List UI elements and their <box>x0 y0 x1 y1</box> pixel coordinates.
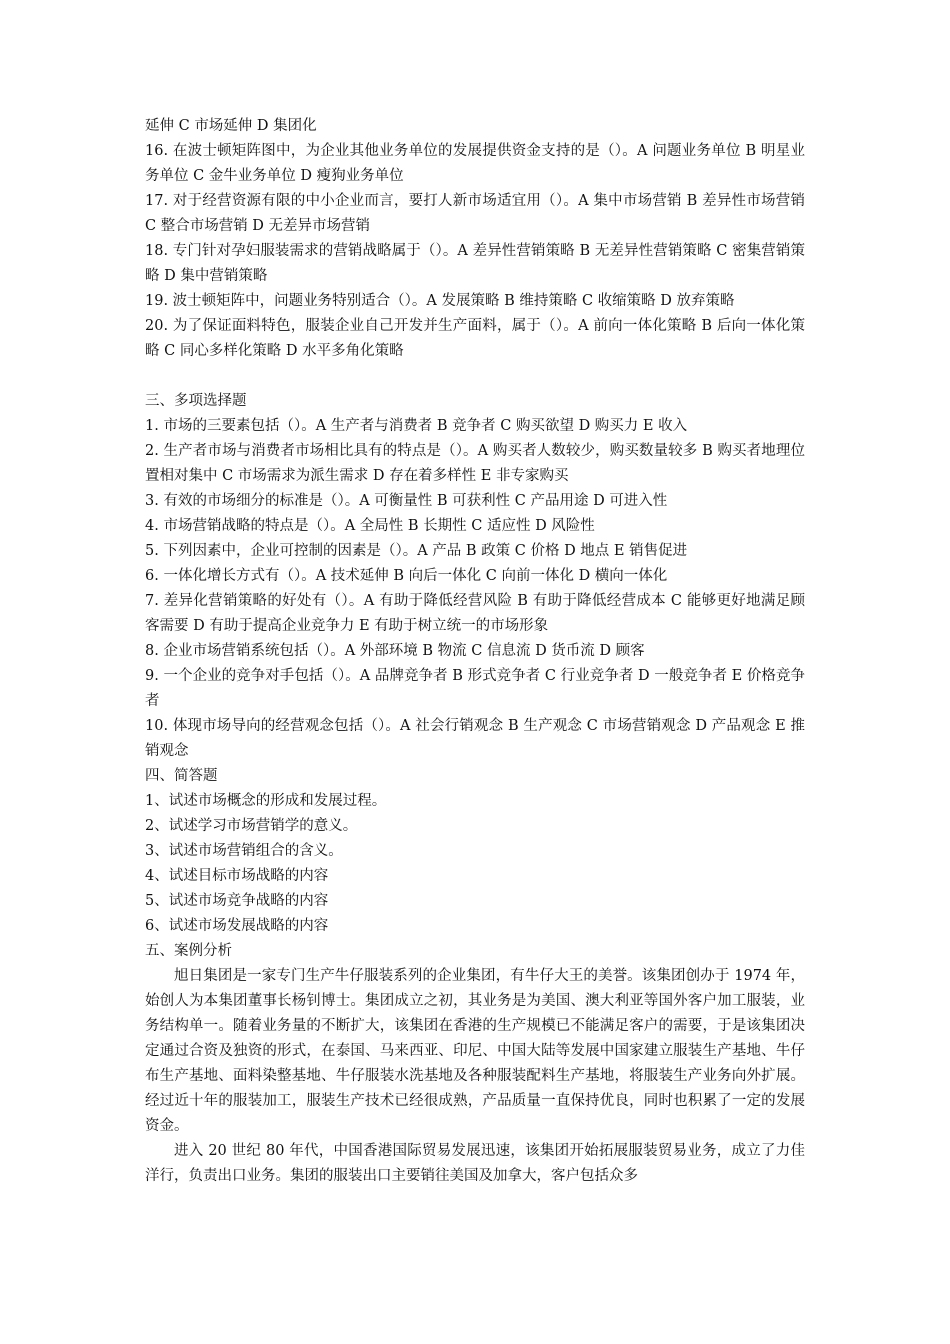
section-heading-multiple-choice: 三、多项选择题 <box>145 393 247 409</box>
short-answer-4: 4、试述目标市场战略的内容 <box>145 868 329 884</box>
short-answer-5: 5、试述市场竞争战略的内容 <box>145 893 329 909</box>
question-17: 17. 对于经营资源有限的中小企业而言，要打人新市场适宜用（）。A 集中市场营销 B 差异性市场营销 C 整合市场营销 D 无差异市场营销 <box>145 193 805 234</box>
multi-question-8: 8. 企业市场营销系统包括（）。A 外部环境 B 物流 C 信息流 D 货币流 D 顾客 <box>145 643 645 659</box>
question-18: 18. 专门针对孕妇服装需求的营销战略属于（）。A 差异性营销策略 B 无差异性营销策略 C 密集营销策略 D 集中营销策略 <box>145 243 805 284</box>
multi-question-2: 2. 生产者市场与消费者市场相比具有的特点是（）。A 购买者人数较少，购买数量较多 B 购买者地理位置相对集中 C 市场需求为派生需求 D 存在着多样性 E 非专家购买 <box>145 443 805 484</box>
question-20: 20. 为了保证面料特色，服装企业自己开发并生产面料，属于（）。A 前向一体化策略 B 后向一体化策略 C 同心多样化策略 D 水平多角化策略 <box>145 318 805 359</box>
case-paragraph-2: 进入 20 世纪 80 年代，中国香港国际贸易发展迅速，该集团开始拓展服装贸易业务，成立了力佳洋行，负责出口业务。集团的服装出口主要销往美国及加拿大，客户包括众多 <box>145 1143 805 1184</box>
multi-question-9: 9. 一个企业的竞争对手包括（）。A 品牌竞争者 B 形式竞争者 C 行业竞争者 D 一般竞争者 E 价格竞争者 <box>145 668 805 709</box>
intro-tail-line: 延伸 C 市场延伸 D 集团化 <box>145 118 317 134</box>
multi-question-10: 10. 体现市场导向的经营观念包括（）。A 社会行销观念 B 生产观念 C 市场营销观念 D 产品观念 E 推销观念 <box>145 718 805 759</box>
multi-question-6: 6. 一体化增长方式有（）。A 技术延伸 B 向后一体化 C 向前一体化 D 横向一体化 <box>145 568 668 584</box>
section-heading-case-analysis: 五、案例分析 <box>145 943 232 959</box>
multi-question-4: 4. 市场营销战略的特点是（）。A 全局性 B 长期性 C 适应性 D 风险性 <box>145 518 595 534</box>
question-19: 19. 波士顿矩阵中，问题业务特别适合（）。A 发展策略 B 维持策略 C 收缩策略 D 放弃策略 <box>145 293 735 309</box>
short-answer-6: 6、试述市场发展战略的内容 <box>145 918 329 934</box>
short-answer-1: 1、试述市场概念的形成和发展过程。 <box>145 793 387 809</box>
short-answer-2: 2、试述学习市场营销学的意义。 <box>145 818 358 834</box>
multi-question-7: 7. 差异化营销策略的好处有（）。A 有助于降低经营风险 B 有助于降低经营成本 C 能够更好地满足顾客需要 D 有助于提高企业竞争力 E 有助于树立统一的市场形象 <box>145 593 805 634</box>
section-spacer <box>145 364 805 389</box>
short-answer-3: 3、试述市场营销组合的含义。 <box>145 843 343 859</box>
question-16: 16. 在波士顿矩阵图中，为企业其他业务单位的发展提供资金支持的是（）。A 问题业务单位 B 明星业务单位 C 金牛业务单位 D 瘦狗业务单位 <box>145 143 805 184</box>
case-paragraph-1: 旭日集团是一家专门生产牛仔服装系列的企业集团，有牛仔大王的美誉。该集团创办于 1974 年，始创人为本集团董事长杨钊博士。集团成立之初，其业务是为美国、澳大利亚等国外客户加工服装，业务结构单一。随着业务量的不断扩大，该集团在香港的生产规模已不能满足客户的需要，于是该集团决定通过合资及独资的形式，在泰国、马来西亚、印尼、中国大陆等发展中国家建立服装生产基地、牛仔布生产基地、面料染整基地、牛仔服装水洗基地及各种服装配料生产基地，将服装生产业务向外扩展。经过近十年的服装加工，服装生产技术已经很成熟，产品质量一直保持优良，同时也积累了一定的发展资金。 <box>145 968 805 1134</box>
multi-question-1: 1. 市场的三要素包括（）。A 生产者与消费者 B 竞争者 C 购买欲望 D 购买力 E 收入 <box>145 418 688 434</box>
section-heading-short-answer: 四、简答题 <box>145 768 218 784</box>
multi-question-5: 5. 下列因素中，企业可控制的因素是（）。A 产品 B 政策 C 价格 D 地点 E 销售促进 <box>145 543 688 559</box>
multi-question-3: 3. 有效的市场细分的标准是（）。A 可衡量性 B 可获利性 C 产品用途 D 可进入性 <box>145 493 668 509</box>
document-body <box>145 114 805 1189</box>
